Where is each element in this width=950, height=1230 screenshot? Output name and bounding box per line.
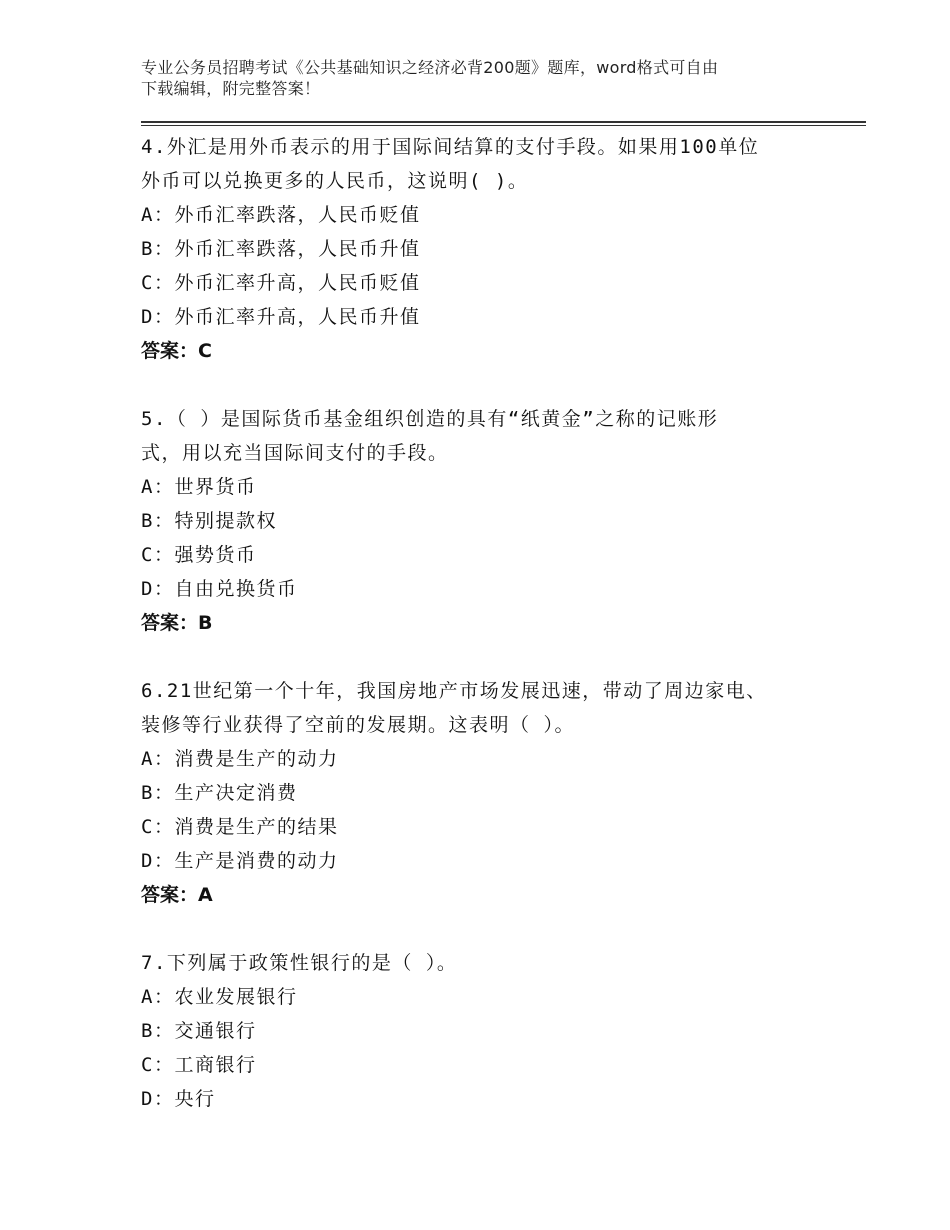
option-a: A：外币汇率跌落，人民币贬值 <box>141 204 421 226</box>
question-6 <box>141 674 801 912</box>
option-b: B：交通银行 <box>141 1020 257 1042</box>
answer-line: 答案：B <box>141 612 213 634</box>
question-7 <box>141 946 801 1116</box>
header-divider-thick <box>141 121 866 123</box>
question-stem-line: 6.21世纪第一个十年，我国房地产市场发展迅速，带动了周边家电、 <box>141 680 767 702</box>
question-list <box>141 130 801 1150</box>
option-c: C：消费是生产的结果 <box>141 816 339 838</box>
question-stem <box>141 946 801 980</box>
option-a: A：消费是生产的动力 <box>141 748 339 770</box>
option-c: C：外币汇率升高，人民币贬值 <box>141 272 421 294</box>
question-stem <box>141 674 801 742</box>
option-c: C：强势货币 <box>141 544 257 566</box>
question-stem-line: 4.外汇是用外币表示的用于国际间结算的支付手段。如果用100单位 <box>141 136 760 158</box>
question-stem-line: 式，用以充当国际间支付的手段。 <box>141 442 449 464</box>
answer-line: 答案：A <box>141 884 213 906</box>
option-d: D：生产是消费的动力 <box>141 850 339 872</box>
question-stem-line: 装修等行业获得了空前的发展期。这表明（ ）。 <box>141 714 575 736</box>
option-c: C：工商银行 <box>141 1054 257 1076</box>
question-stem <box>141 402 801 470</box>
question-stem-line: 外币可以兑换更多的人民币，这说明( )。 <box>141 170 529 192</box>
header-line-2: 下载编辑，附完整答案！ <box>141 79 321 98</box>
option-a: A：世界货币 <box>141 476 257 498</box>
option-d: D：外币汇率升高，人民币升值 <box>141 306 421 328</box>
header-line-1: 专业公务员招聘考试《公共基础知识之经济必背200题》题库，word格式可自由 <box>141 58 719 77</box>
question-stem-line: 7.下列属于政策性银行的是（ ）。 <box>141 952 458 974</box>
option-d: D：自由兑换货币 <box>141 578 298 600</box>
answer-line: 答案：C <box>141 340 212 362</box>
option-b: B：生产决定消费 <box>141 782 298 804</box>
question-5 <box>141 402 801 640</box>
header-divider-thin <box>141 125 866 126</box>
question-4 <box>141 130 801 368</box>
option-b: B：特别提款权 <box>141 510 277 532</box>
option-a: A：农业发展银行 <box>141 986 298 1008</box>
option-d: D：央行 <box>141 1088 216 1110</box>
document-header <box>141 57 811 99</box>
question-stem-line: 5.（ ）是国际货币基金组织创造的具有“纸黄金”之称的记账形 <box>141 408 719 430</box>
option-b: B：外币汇率跌落，人民币升值 <box>141 238 421 260</box>
question-stem <box>141 130 801 198</box>
